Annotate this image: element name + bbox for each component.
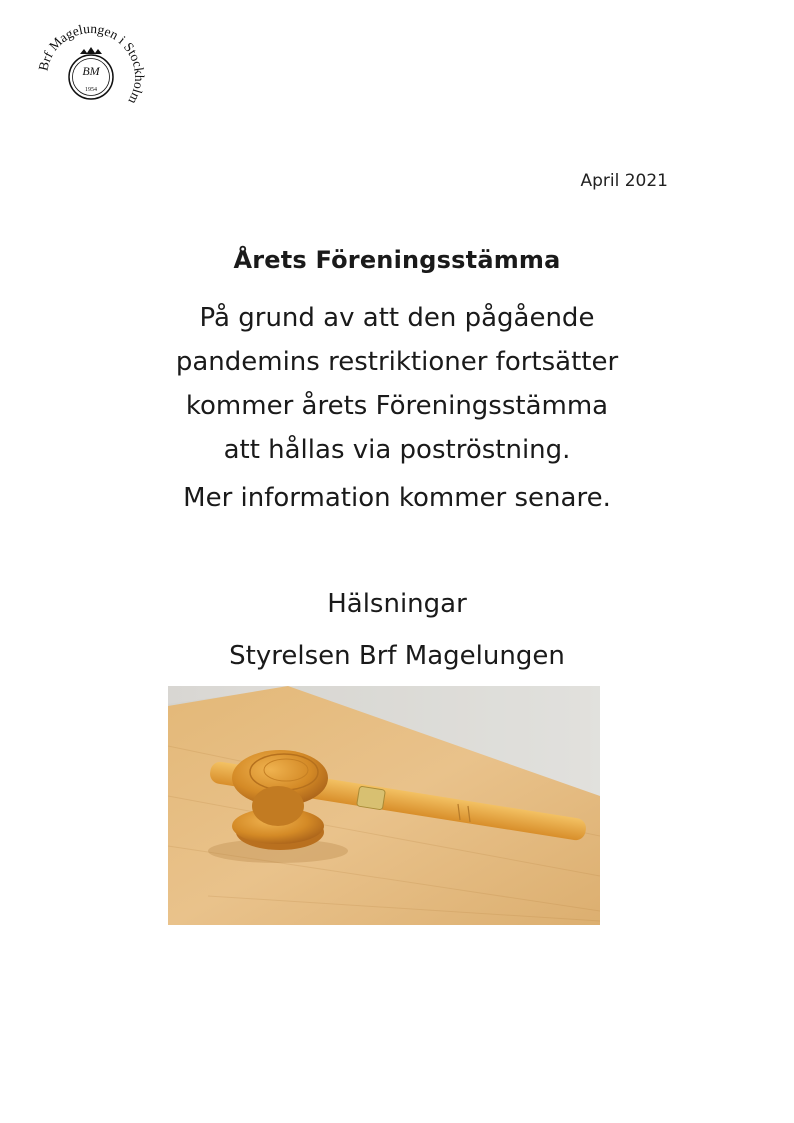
page-title: Årets Föreningsstämma: [233, 246, 561, 274]
announcement-paragraph: [0, 296, 794, 472]
paragraph-line: pandemins restriktioner fortsätter: [175, 347, 619, 377]
seal-year: 1954: [85, 87, 97, 93]
paragraph-line: På grund av att den pågående: [199, 303, 595, 333]
seal-monogram: BM: [82, 64, 100, 78]
more-info-line: Mer information kommer senare.: [183, 483, 611, 513]
seal-ring-text: Brf Magelungen i Stockholm: [35, 20, 148, 107]
document-date: April 2021: [580, 171, 668, 191]
paragraph-line: kommer årets Föreningsstämma: [185, 391, 609, 421]
gavel-photo: [168, 686, 600, 925]
greeting: Hälsningar: [327, 589, 467, 619]
association-seal-logo: [32, 18, 150, 136]
paragraph-line: att hållas via poströstning.: [223, 435, 571, 465]
signature: Styrelsen Brf Magelungen: [229, 641, 565, 671]
